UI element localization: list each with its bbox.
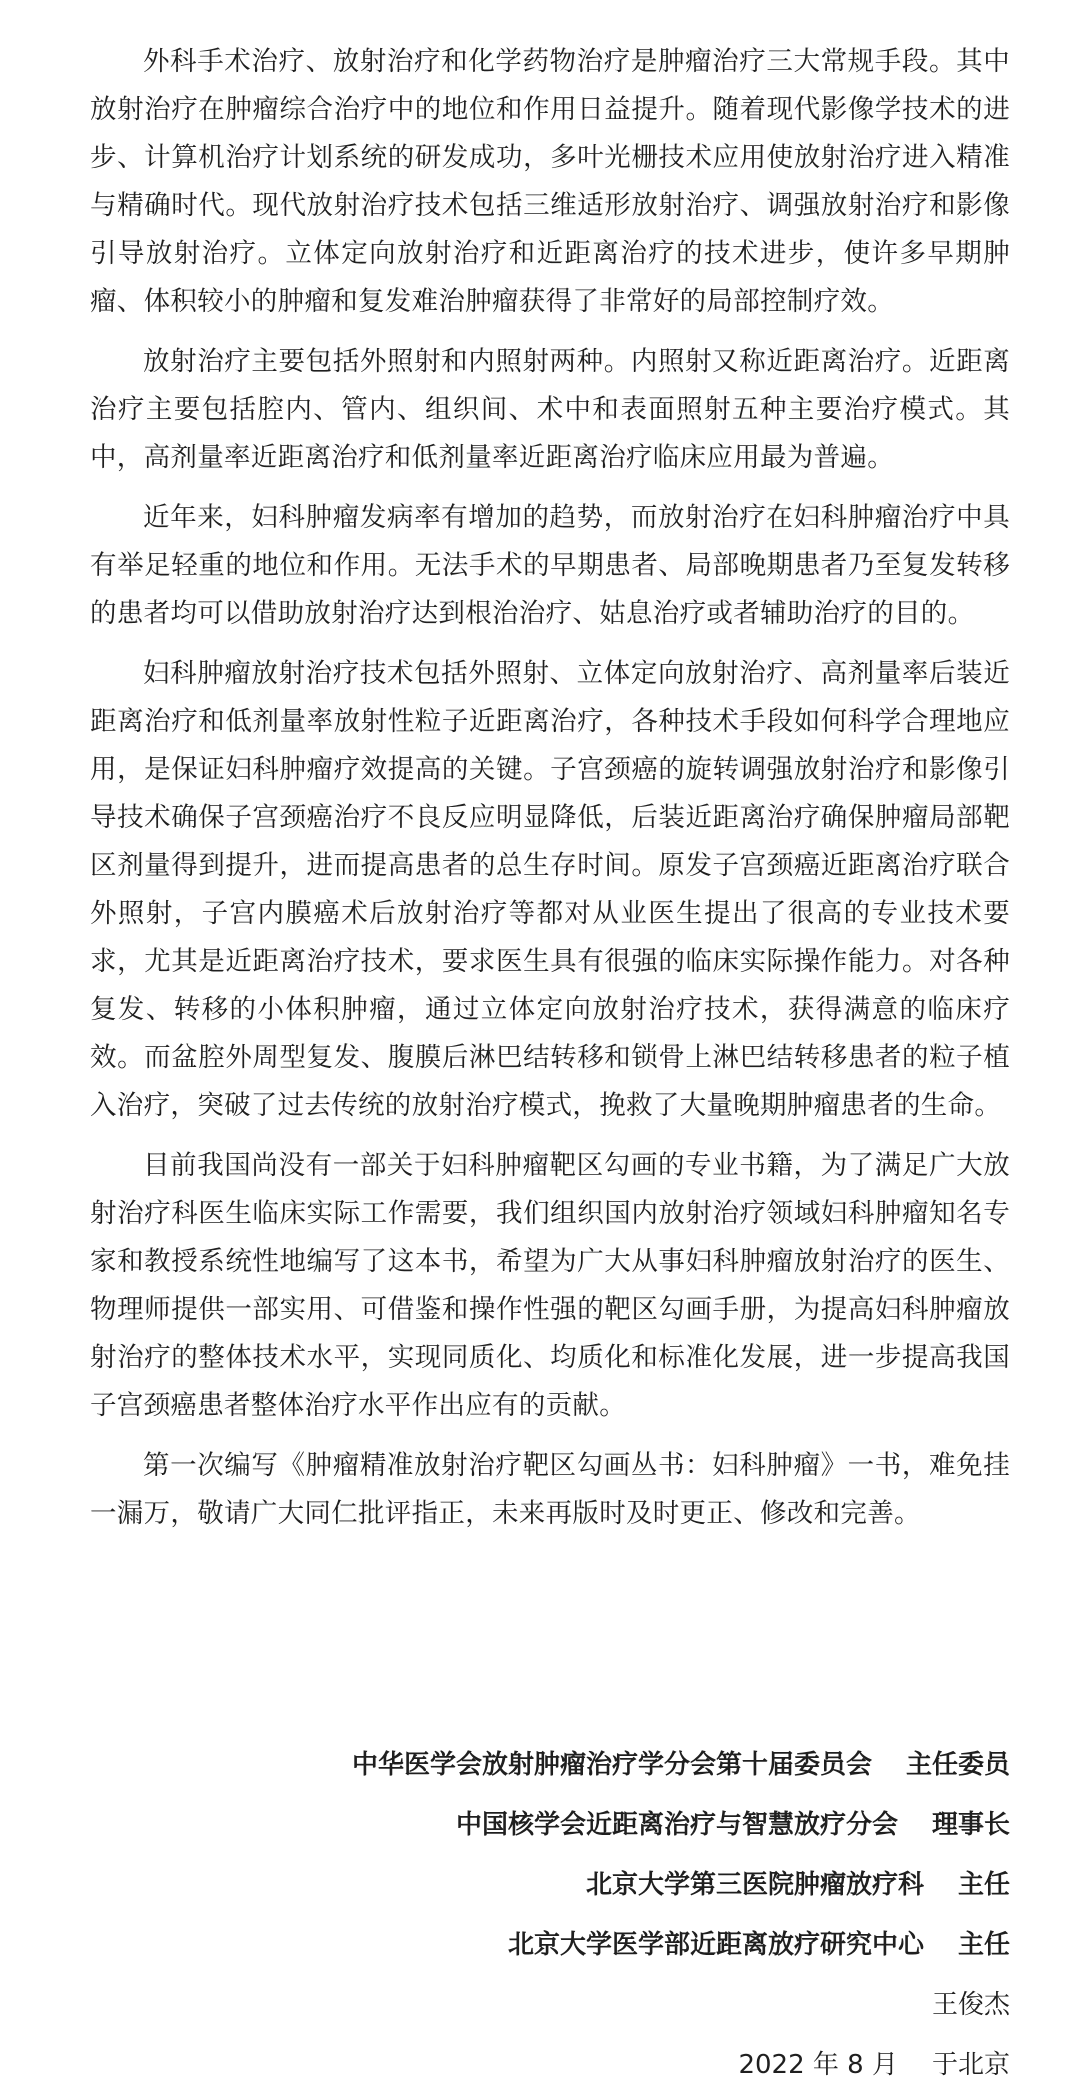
affiliation-org: 中国核学会近距离治疗与智慧放疗分会 [455,1810,898,1840]
affiliation-org: 北京大学第三医院肿瘤放疗科 [585,1870,924,1900]
preface-body [90,38,1010,1550]
affiliation-role: 主任委员 [905,1750,1010,1780]
sign-date: 2022 年 8 月 [738,2050,898,2080]
preface-paragraph: 目前我国尚没有一部关于妇科肿瘤靶区勾画的专业书籍，为了满足广大放射治疗科医生临床实际工作需要，我们组织国内放射治疗领域妇科肿瘤知名专家和教授系统性地编写了这本书，希望为广大从事妇科肿瘤放射治疗的医生、物理师提供一部实用、可借鉴和操作性强的靶区勾画手册，为提高妇科肿瘤放射治疗的整体技术水平，实现同质化、均质化和标准化发展，进一步提高我国子宫颈癌患者整体治疗水平作出应有的贡献。 [90,1150,1010,1421]
affiliation-line [352,1795,1010,1855]
affiliation-org: 北京大学医学部近距离放疗研究中心 [507,1930,924,1960]
preface-paragraph: 妇科肿瘤放射治疗技术包括外照射、立体定向放射治疗、高剂量率后装近距离治疗和低剂量率放射性粒子近距离治疗，各种技术手段如何科学合理地应用，是保证妇科肿瘤疗效提高的关键。子宫颈癌的旋转调强放射治疗和影像引导技术确保子宫颈癌治疗不良反应明显降低，后装近距离治疗确保肿瘤局部靶区剂量得到提升，进而提高患者的总生存时间。原发子宫颈癌近距离治疗联合外照射，子宫内膜癌术后放射治疗等都对从业医生提出了很高的专业技术要求，尤其是近距离治疗技术，要求医生具有很强的临床实际操作能力。对各种复发、转移的小体积肿瘤，通过立体定向放射治疗技术，获得满意的临床疗效。而盆腔外周型复发、腹膜后淋巴结转移和锁骨上淋巴结转移患者的粒子植入治疗，突破了过去传统的放射治疗模式，挽救了大量晚期肿瘤患者的生命。 [90,658,1010,1121]
preface-paragraph: 放射治疗主要包括外照射和内照射两种。内照射又称近距离治疗。近距离治疗主要包括腔内、管内、组织间、术中和表面照射五种主要治疗模式。其中，高剂量率近距离治疗和低剂量率近距离治疗临床应用最为普遍。 [90,346,1010,473]
preface-paragraph: 近年来，妇科肿瘤发病率有增加的趋势，而放射治疗在妇科肿瘤治疗中具有举足轻重的地位和作用。无法手术的早期患者、局部晚期患者乃至复发转移的患者均可以借助放射治疗达到根治治疗、姑息治疗或者辅助治疗的目的。 [90,502,1010,629]
signature-block [352,1735,1010,2095]
affiliation-line [352,1915,1010,1975]
affiliation-line [352,1855,1010,1915]
preface-paragraph: 外科手术治疗、放射治疗和化学药物治疗是肿瘤治疗三大常规手段。其中放射治疗在肿瘤综合治疗中的地位和作用日益提升。随着现代影像学技术的进步、计算机治疗计划系统的研发成功，多叶光栅技术应用使放射治疗进入精准与精确时代。现代放射治疗技术包括三维适形放射治疗、调强放射治疗和影像引导放射治疗。立体定向放射治疗和近距离治疗的技术进步，使许多早期肿瘤、体积较小的肿瘤和复发难治肿瘤获得了非常好的局部控制疗效。 [90,46,1010,317]
preface-paragraph: 第一次编写《肿瘤精准放射治疗靶区勾画丛书：妇科肿瘤》一书，难免挂一漏万，敬请广大同仁批评指正，未来再版时及时更正、修改和完善。 [90,1450,1010,1529]
affiliation-role: 理事长 [931,1810,1010,1840]
affiliation-line [352,1735,1010,1795]
affiliation-role: 主任 [957,1870,1010,1900]
sign-place: 于北京 [931,2050,1010,2080]
date-line [352,2035,1010,2095]
affiliation-role: 主任 [957,1930,1010,1960]
affiliation-org: 中华医学会放射肿瘤治疗学分会第十届委员会 [351,1750,872,1780]
author-name: 王俊杰 [931,1990,1010,2020]
